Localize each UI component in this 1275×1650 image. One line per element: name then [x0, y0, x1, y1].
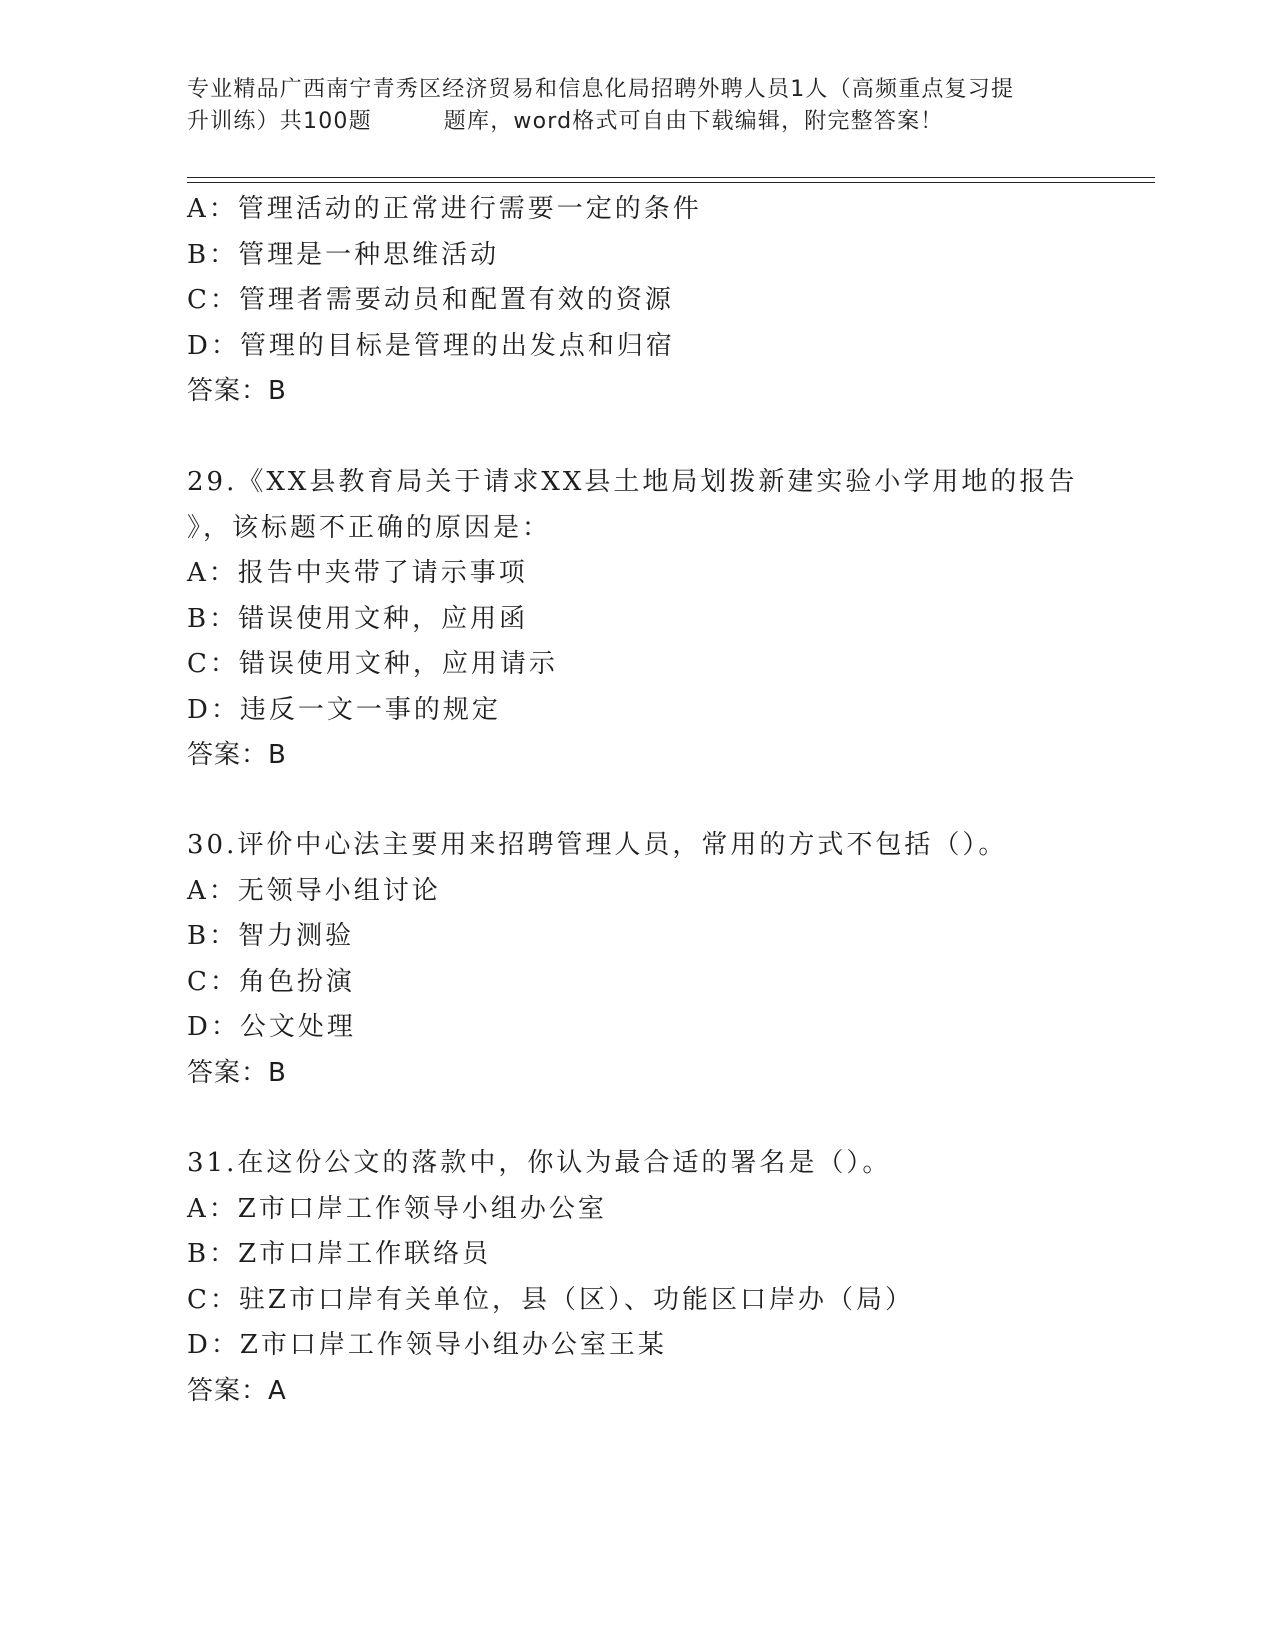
answer-line: 答案：A	[187, 1375, 287, 1406]
answer-line: 答案：B	[187, 740, 287, 770]
header-divider-top	[187, 177, 1155, 178]
option-d: D：违反一文一事的规定	[187, 694, 501, 725]
question-stem-line: 31.在这份公文的落款中，你认为最合适的署名是（）。	[187, 1148, 892, 1178]
option-b: B：管理是一种思维活动	[187, 239, 500, 270]
header-divider-bottom	[187, 182, 1155, 183]
option-d: D：Z市口岸工作领导小组办公室王某	[187, 1330, 667, 1360]
document-header	[187, 74, 1117, 138]
question-block	[187, 1141, 1147, 1414]
header-line-2	[187, 106, 1117, 138]
option-b: B：错误使用文种，应用函	[187, 603, 529, 634]
question-stem-line: 》，该标题不正确的原因是：	[187, 512, 552, 543]
option-a: A：Z市口岸工作领导小组办公室	[187, 1193, 607, 1224]
answer-line: 答案：B	[187, 376, 287, 406]
option-a: A：管理活动的正常进行需要一定的条件	[187, 194, 702, 224]
option-b: B：智力测验	[187, 921, 355, 951]
question-stem-line: 30.评价中心法主要用来招聘管理人员，常用的方式不包括（）。	[187, 830, 1008, 860]
header-line-2-part-a: 升训练）共100题	[187, 109, 372, 134]
question-block	[187, 187, 1147, 415]
option-d: D：公文处理	[187, 1012, 356, 1042]
option-d: D：管理的目标是管理的出发点和归宿	[187, 330, 675, 361]
option-c: C：角色扮演	[187, 966, 355, 997]
option-a: A：无领导小组讨论	[187, 875, 441, 906]
question-block	[187, 823, 1147, 1096]
option-c: C：驻Z市口岸有关单位，县（区）、功能区口岸办（局）	[187, 1284, 914, 1315]
question-stem-line: 29.《XX县教育局关于请求XX县土地局划拨新建实验小学用地的报告	[187, 467, 1078, 497]
option-c: C：管理者需要动员和配置有效的资源	[187, 285, 674, 315]
option-b: B：Z市口岸工作联络员	[187, 1239, 492, 1269]
answer-line: 答案：B	[187, 1057, 287, 1088]
header-line-2-part-b: 题库，word格式可自由下载编辑，附完整答案！	[443, 109, 944, 134]
option-a: A：报告中夹带了请示事项	[187, 558, 528, 588]
question-block	[187, 460, 1147, 779]
header-line-1: 专业精品广西南宁青秀区经济贸易和信息化局招聘外聘人员1人（高频重点复习提	[187, 77, 1015, 102]
option-c: C：错误使用文种，应用请示	[187, 649, 558, 679]
